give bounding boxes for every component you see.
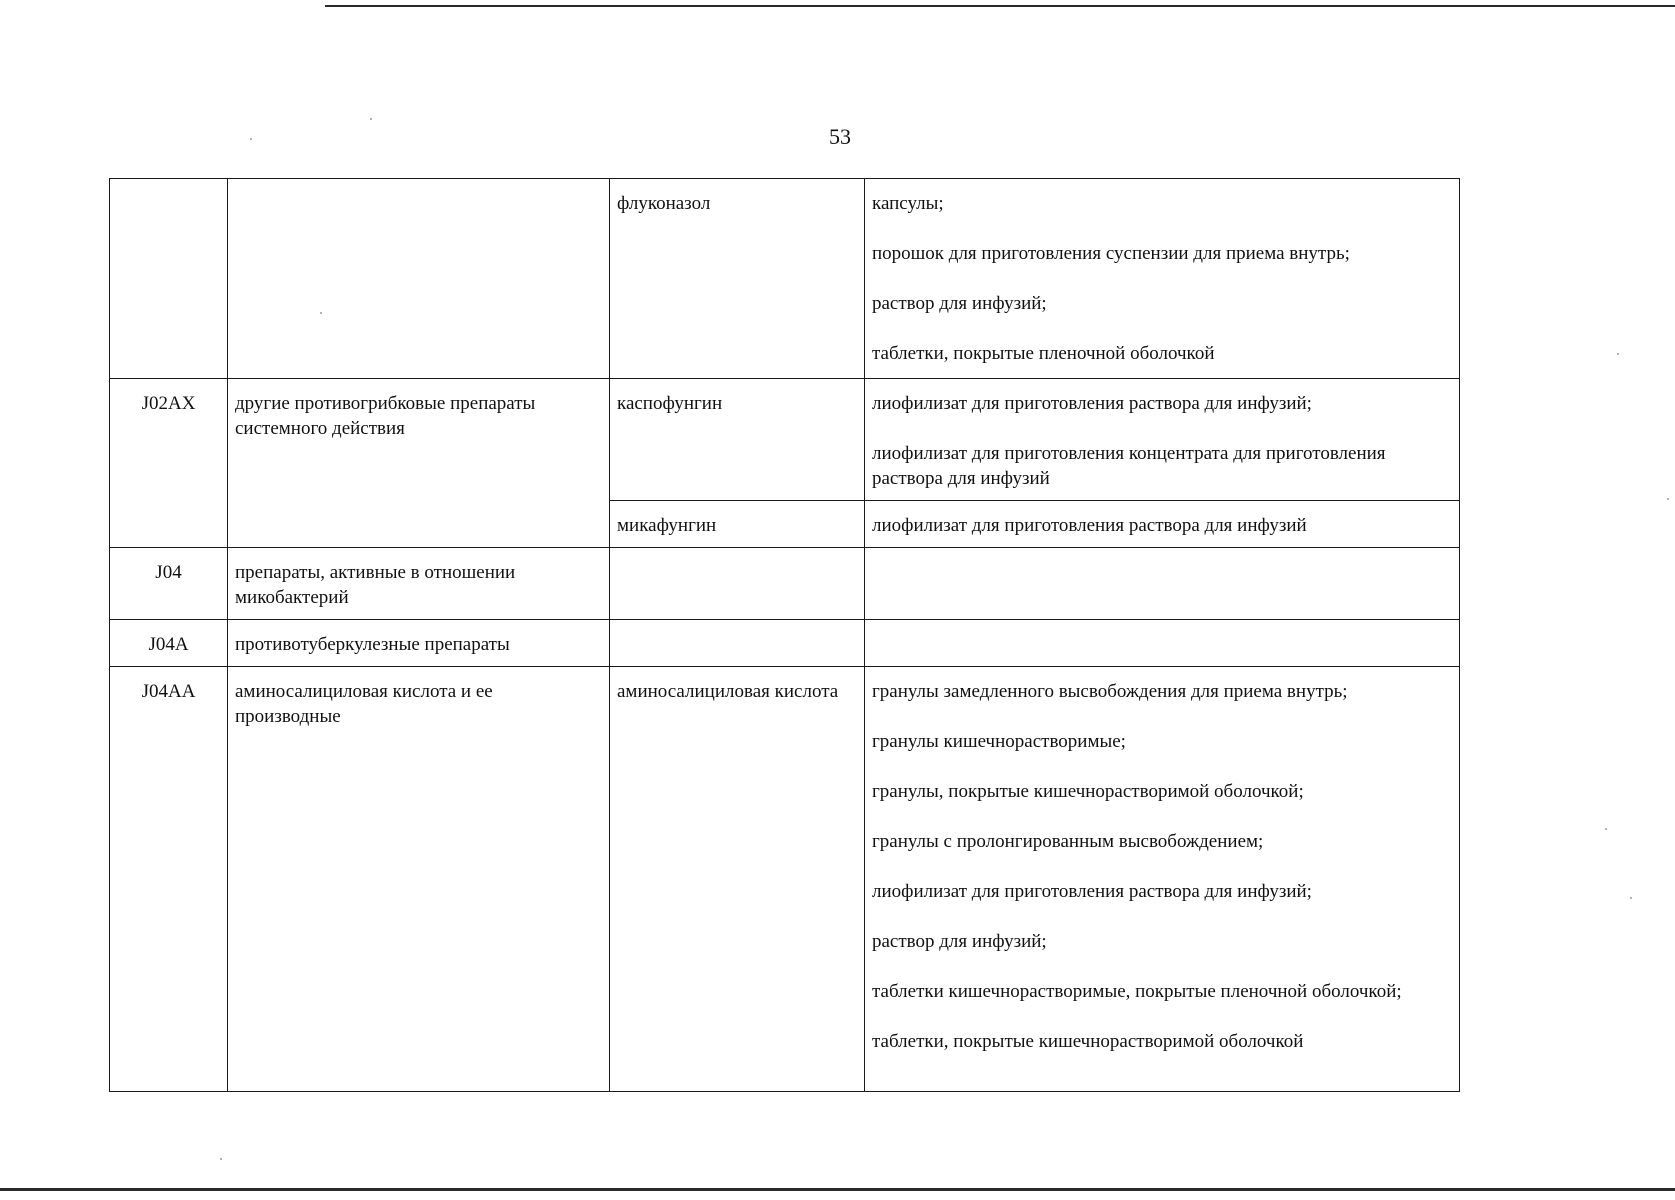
substance-cell	[610, 548, 865, 620]
group-cell	[228, 179, 610, 379]
scan-speck	[220, 1158, 222, 1160]
group-cell: другие противогрибковые препараты системного действия	[228, 379, 610, 548]
scan-speck	[370, 118, 372, 120]
table-row	[110, 548, 1460, 620]
dosage-form: раствор для инфузий;	[872, 931, 1047, 952]
atc-code-cell: J04AA	[110, 667, 228, 1092]
dosage-form: раствор для инфузий;	[872, 293, 1047, 314]
bottom-rule	[0, 1188, 1675, 1191]
dosage-forms-cell	[865, 379, 1460, 501]
dosage-forms-cell	[865, 179, 1460, 379]
dosage-form: лиофилизат для приготовления раствора для инфузий;	[872, 393, 1312, 414]
scan-speck	[250, 138, 252, 140]
dosage-form: гранулы замедленного высвобождения для приема внутрь;	[872, 681, 1348, 702]
substance-cell: микафунгин	[610, 501, 865, 548]
dosage-forms-cell	[865, 620, 1460, 667]
dosage-forms-cell	[865, 667, 1460, 1092]
scan-speck	[1630, 897, 1632, 899]
group-cell: противотуберкулезные препараты	[228, 620, 610, 667]
substance-cell	[610, 620, 865, 667]
dosage-form: гранулы, покрытые кишечнорастворимой оболочкой;	[872, 781, 1304, 802]
atc-code-cell: J04A	[110, 620, 228, 667]
dosage-form: гранулы с пролонгированным высвобождением;	[872, 831, 1264, 852]
dosage-form: лиофилизат для приготовления концентрата для приготовления раствора для инфузий	[872, 443, 1386, 489]
dosage-form: таблетки, покрытые кишечнорастворимой оболочкой	[872, 1031, 1304, 1052]
page-number: 53	[829, 124, 851, 149]
dosage-form: таблетки кишечнорастворимые, покрытые пленочной оболочкой;	[872, 981, 1402, 1002]
scan-speck	[320, 312, 322, 314]
top-rule	[325, 5, 1675, 7]
atc-code-cell: J04	[110, 548, 228, 620]
dosage-form: гранулы кишечнорастворимые;	[872, 731, 1126, 752]
substance-cell: флуконазол	[610, 179, 865, 379]
dosage-form: таблетки, покрытые пленочной оболочкой	[872, 343, 1215, 364]
table-row	[110, 620, 1460, 667]
group-cell: аминосалициловая кислота и ее производные	[228, 667, 610, 1092]
dosage-form: порошок для приготовления суспензии для приема внутрь;	[872, 243, 1350, 264]
substance-cell: каспофунгин	[610, 379, 865, 501]
atc-code-cell: J02AX	[110, 379, 228, 548]
scan-speck	[1605, 828, 1607, 830]
dosage-form: капсулы;	[872, 193, 944, 214]
group-cell: препараты, активные в отношении микобактерий	[228, 548, 610, 620]
drug-table	[109, 178, 1460, 1092]
table-row	[110, 667, 1460, 1092]
table-row	[110, 379, 1460, 501]
dosage-forms-cell	[865, 548, 1460, 620]
dosage-forms-cell	[865, 501, 1460, 548]
dosage-form: лиофилизат для приготовления раствора для инфузий	[872, 515, 1307, 536]
substance-cell: аминосалициловая кислота	[610, 667, 865, 1092]
table-row	[110, 179, 1460, 379]
scan-speck	[1617, 353, 1619, 355]
scan-speck	[1667, 498, 1669, 500]
dosage-form: лиофилизат для приготовления раствора для инфузий;	[872, 881, 1312, 902]
atc-code-cell	[110, 179, 228, 379]
